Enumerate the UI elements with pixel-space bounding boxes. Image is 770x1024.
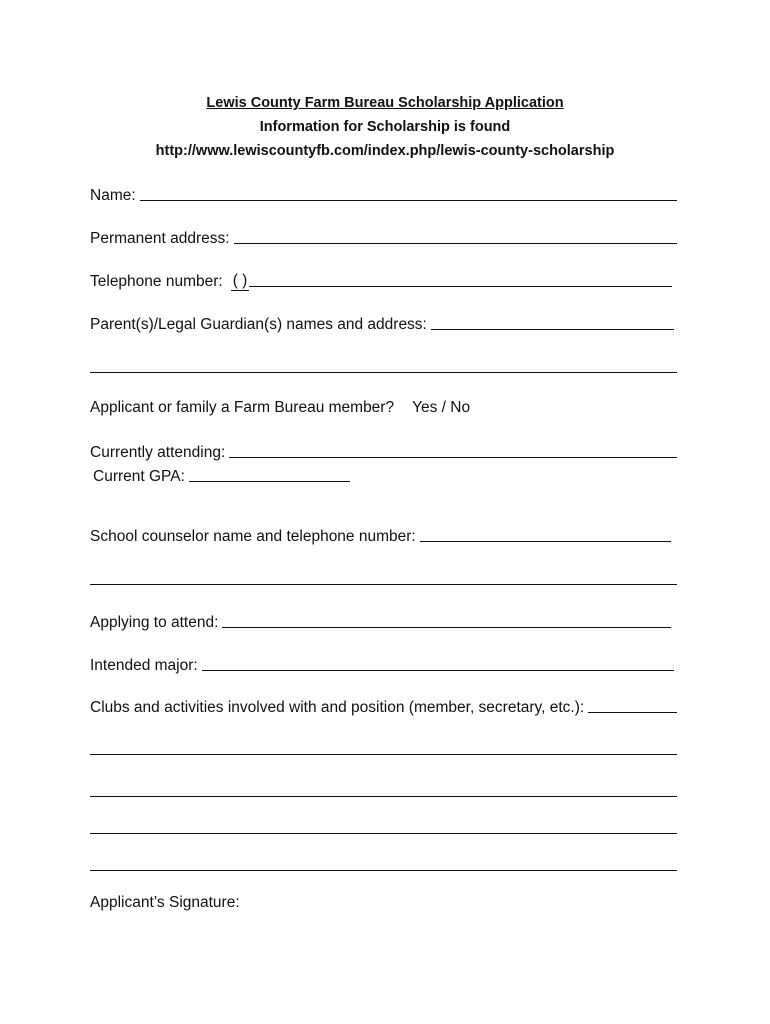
applying-field[interactable] (222, 627, 671, 628)
gpa-field[interactable] (189, 481, 350, 482)
applying-label: Applying to attend: (90, 614, 219, 631)
member-options[interactable]: Yes / No (412, 399, 471, 416)
parents-label: Parent(s)/Legal Guardian(s) names and address: (90, 316, 427, 333)
counselor-field[interactable] (420, 541, 671, 542)
form-title: Lewis County Farm Bureau Scholarship Application (206, 95, 564, 111)
currently-attending-row (90, 440, 677, 462)
clubs-label: Clubs and activities involved with and position (member, secretary, etc.): (90, 699, 585, 716)
clubs-field-line-5[interactable] (90, 870, 677, 871)
name-field[interactable] (140, 200, 677, 201)
telephone-label: Telephone number: (90, 273, 223, 290)
major-label: Intended major: (90, 657, 198, 674)
clubs-field-line-4[interactable] (90, 833, 677, 834)
scholarship-url[interactable]: http://www.lewiscountyfb.com/index.php/lewis-county-scholarship (155, 143, 615, 159)
info-line: Information for Scholarship is found (259, 119, 511, 135)
counselor-row (90, 524, 671, 546)
counselor-label: School counselor name and telephone number: (90, 528, 416, 545)
clubs-field[interactable] (588, 712, 677, 713)
parents-field-line-2[interactable] (90, 372, 677, 373)
telephone-field[interactable] (249, 286, 672, 287)
parents-row (90, 312, 674, 334)
currently-attending-label: Currently attending: (90, 444, 226, 461)
member-row (90, 399, 470, 417)
permanent-address-field[interactable] (234, 243, 677, 244)
name-row (90, 183, 677, 205)
parents-field[interactable] (431, 329, 674, 330)
currently-attending-field[interactable] (229, 457, 677, 458)
member-question: Applicant or family a Farm Bureau member? (90, 399, 395, 416)
clubs-field-line-3[interactable] (90, 796, 677, 797)
gpa-row (93, 464, 350, 486)
area-code-field[interactable]: ( ) (232, 272, 248, 289)
name-label: Name: (90, 187, 136, 204)
clubs-field-line-2[interactable] (90, 754, 677, 755)
permanent-address-label: Permanent address: (90, 230, 230, 247)
gpa-label: Current GPA: (93, 468, 185, 485)
signature-label: Applicant’s Signature: (90, 894, 240, 911)
telephone-row (90, 269, 672, 291)
permanent-address-row (90, 226, 677, 248)
counselor-field-line-2[interactable] (90, 584, 677, 585)
clubs-row (90, 695, 677, 717)
major-row (90, 653, 674, 675)
major-field[interactable] (202, 670, 674, 671)
applying-row (90, 610, 671, 632)
